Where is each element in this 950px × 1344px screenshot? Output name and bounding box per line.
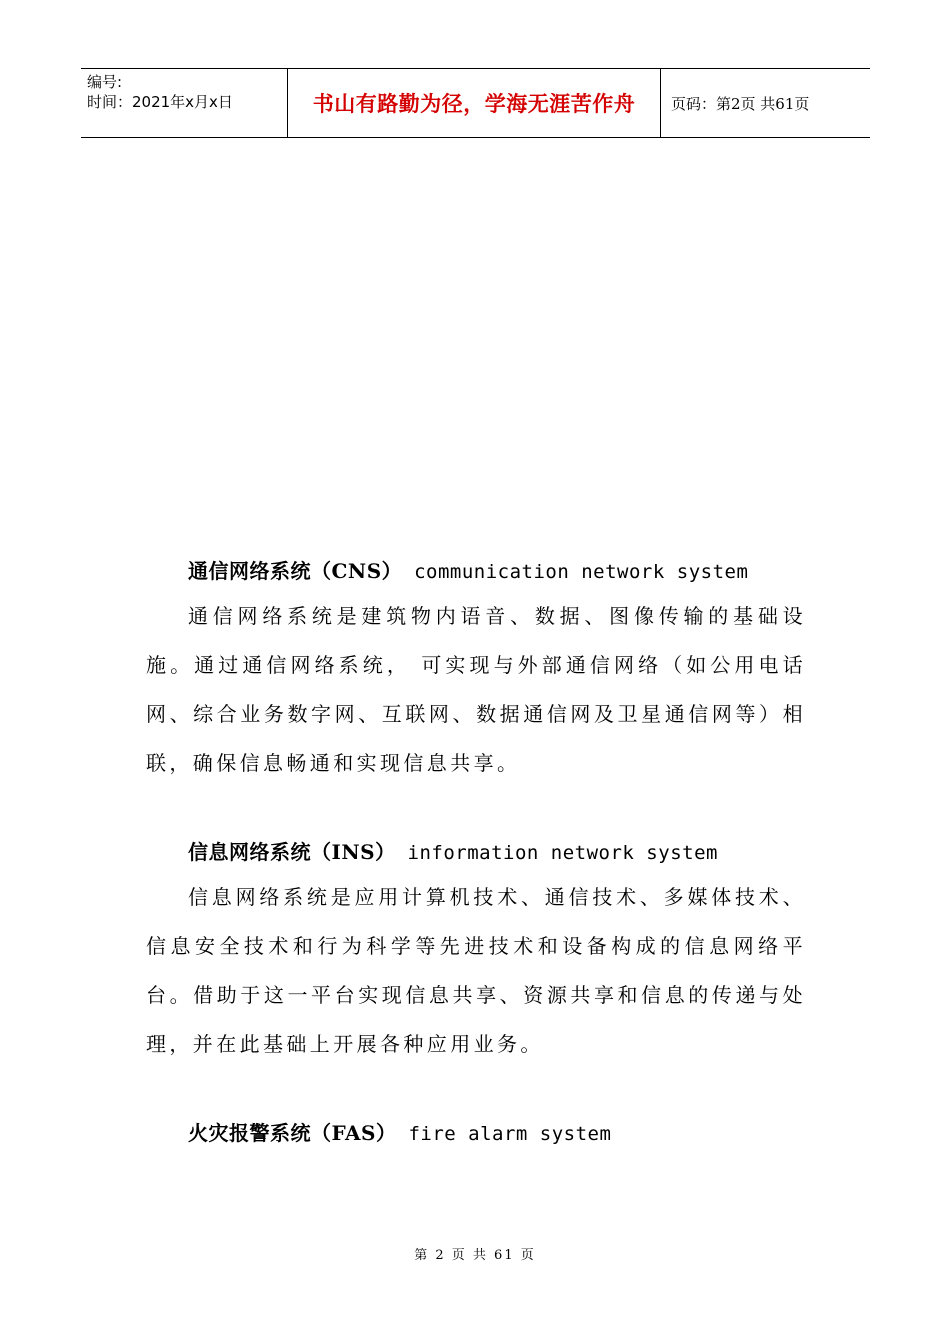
heading-en: communication network system (402, 561, 749, 583)
section-spacer (146, 788, 806, 834)
page-footer: 第 2 页 共 61 页 (414, 1248, 536, 1263)
heading-cn: 通信网络系统（CNS） (188, 559, 403, 583)
heading-cn: 信息网络系统（INS） (188, 840, 396, 864)
header-motto-cell (287, 69, 661, 137)
heading-en: information network system (395, 842, 718, 864)
section-heading-ins (146, 834, 806, 870)
section-body-ins: 信息网络系统是应用计算机技术、通信技术、多媒体技术、信息安全技术和行为科学等先进技术和设备构成的信息网络平台。借助于这一平台实现信息共享、资源共享和信息的传递与处理，并在此基础上开展各种应用业务。 (146, 885, 806, 1056)
header-meta (81, 69, 287, 137)
heading-en: fire alarm system (396, 1123, 612, 1145)
time-label: 时间：2021年x月x日 (87, 93, 233, 111)
heading-cn: 火灾报警系统（FAS） (188, 1121, 397, 1145)
serial-label: 编号: (87, 73, 123, 91)
section-spacer (146, 1069, 806, 1115)
section-heading-cns (146, 553, 806, 589)
section-heading-fas (146, 1115, 806, 1151)
header-page-info: 页码：第2页 共61页 (671, 94, 810, 113)
header-motto: 书山有路勤为径，学海无涯苦作舟 (312, 92, 636, 116)
page-header (81, 68, 870, 138)
document-body (146, 553, 806, 1151)
section-body-cns: 通信网络系统是建筑物内语音、数据、图像传输的基础设施。通过通信网络系统， 可实现与外部通信网络（如公用电话网、综合业务数字网、互联网、数据通信网及卫星通信网等）相联，确保信息畅通和实现信息共享。 (146, 604, 806, 775)
